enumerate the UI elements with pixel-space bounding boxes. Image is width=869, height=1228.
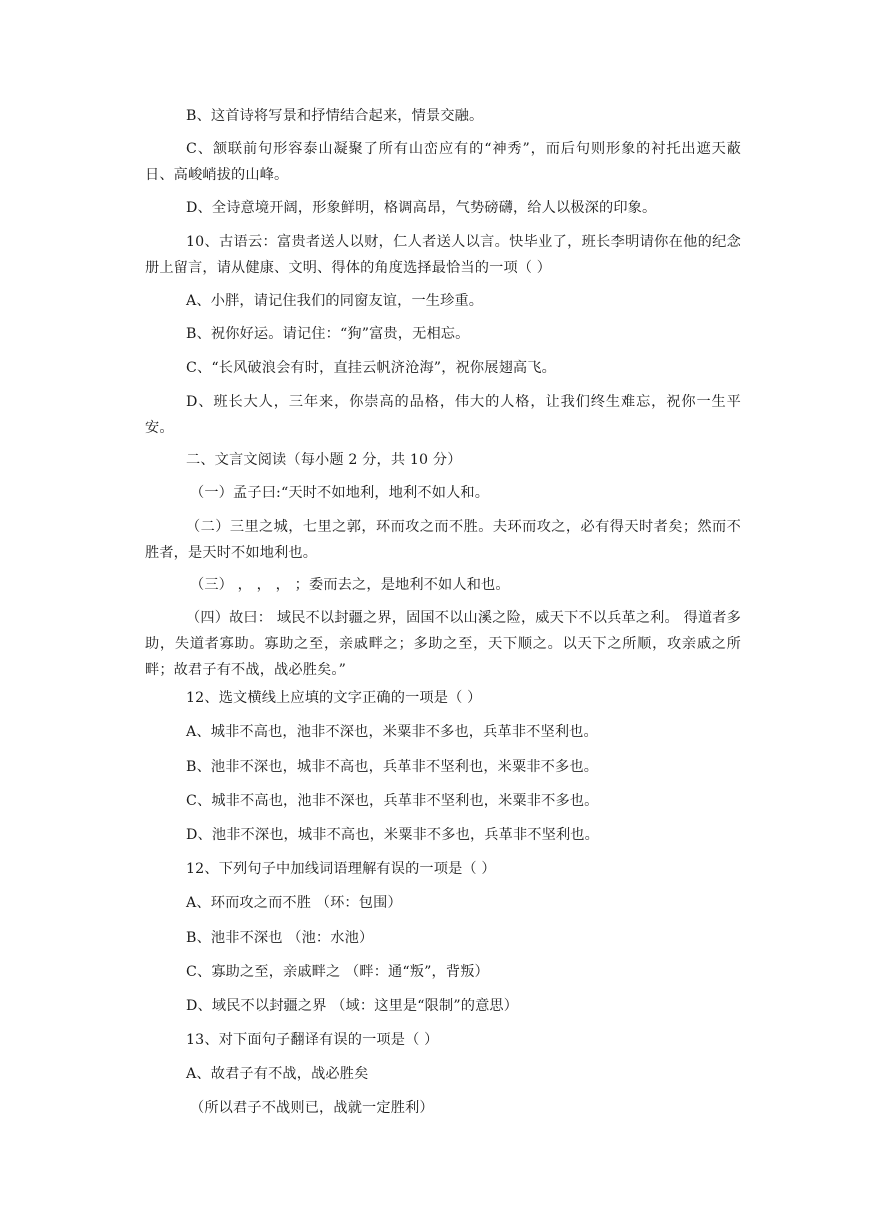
question-10: 10、古语云：富贵者送人以财，仁人者送人以言。快毕业了，班长李明请你在他的纪念册上留言，请从健康、文明、得体的角度选择最恰当的一项（ ） (145, 234, 741, 276)
option-d-q9: D、全诗意境开阔，形象鲜明，格调高昂，气势磅礴，给人以极深的印象。 (186, 200, 657, 216)
option-d-q12b: D、域民不以封疆之界 （域：这里是“限制”的意思） (186, 998, 519, 1014)
option-a-q12b: A、环而攻之而不胜 （环：包围） (186, 895, 402, 911)
option-b-q10: B、祝你好运。请记住：“狗”富贵，无相忘。 (186, 326, 470, 342)
passage-part-3: （三） ， ， ， ；委而去之，是地利不如人和也。 (190, 577, 510, 593)
question-12b: 12、下列句子中加线词语理解有误的一项是（ ） (186, 861, 496, 877)
option-c-q12b: C、寡助之至，亲戚畔之 （畔：通“叛”，背叛） (186, 964, 489, 980)
passage-part-1: （一）孟子曰:“天时不如地利，地利不如人和。 (190, 485, 490, 501)
passage-part-2: （二）三里之城，七里之郭，环而攻之而不胜。夫环而攻之，必有得天时者矣；然而不胜者，是天时不如地利也。 (145, 519, 741, 561)
question-12a: 12、选文横线上应填的文字正确的一项是（ ） (186, 690, 482, 706)
option-d-q10: D、班长大人，三年来，你崇高的品格，伟大的人格，让我们终生难忘，祝你一生平安。 (145, 394, 741, 436)
passage-part-4: （四）故曰： 域民不以封疆之界，固国不以山溪之险，威天下不以兵革之利。 得道者多助，失道者寡助。寡助之至，亲戚畔之；多助之至，天下顺之。以天下之所顺，攻亲戚之所畔；故君子有不战，战必胜矣。” (145, 610, 741, 678)
question-13: 13、对下面句子翻译有误的一项是（ ） (186, 1032, 439, 1048)
option-b-q9: B、这首诗将写景和抒情结合起来，情景交融。 (186, 108, 484, 124)
option-a-q13-translation: （所以君子不战则已，战就一定胜利） (190, 1100, 434, 1116)
option-c-q9: C、颔联前句形容泰山凝聚了所有山峦应有的“神秀”，而后句则形象的衬托出遮天蔽日、高峻峭拔的山峰。 (145, 141, 741, 183)
section-heading-classical: 二、文言文阅读（每小题 2 分，共 10 分） (186, 452, 462, 468)
option-b-q12b: B、池非不深也 （池：水池） (186, 930, 374, 946)
option-c-q10: C、“长风破浪会有时，直挂云帆济沧海”，祝你展翅高飞。 (186, 360, 556, 376)
option-a-q12a: A、城非不高也，池非不深也，米粟非不多也，兵革非不坚利也。 (186, 724, 598, 740)
option-a-q13: A、故君子有不战，战必胜矣 (186, 1066, 369, 1082)
option-a-q10: A、小胖，请记住我们的同窗友谊，一生珍重。 (186, 293, 484, 309)
option-d-q12a: D、池非不深也，城非不高也，米粟非不多也，兵革非不坚利也。 (186, 827, 599, 843)
option-b-q12a: B、池非不深也，城非不高也，兵革非不坚利也，米粟非不多也。 (186, 759, 599, 775)
option-c-q12a: C、城非不高也，池非不深也，兵革非不坚利也，米粟非不多也。 (186, 793, 599, 809)
